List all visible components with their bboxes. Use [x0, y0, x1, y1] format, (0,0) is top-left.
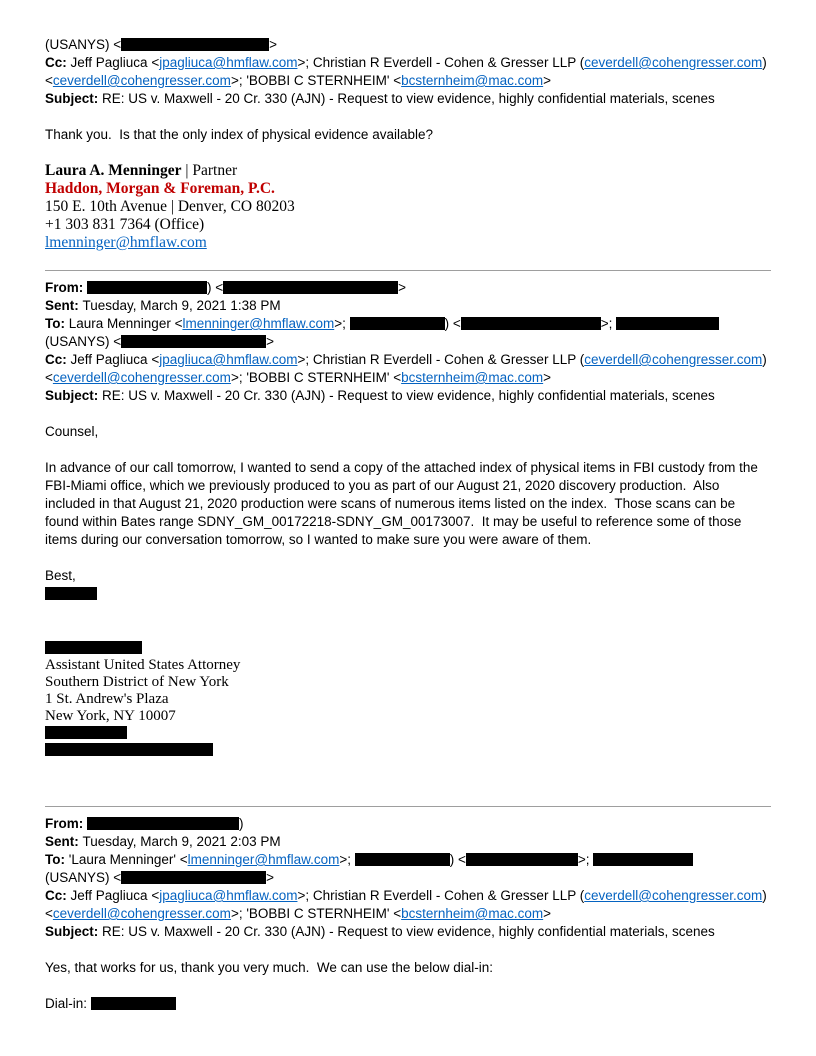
- email-link[interactable]: jpagliuca@hmflaw.com: [159, 888, 298, 903]
- signature-block: [45, 657, 771, 759]
- signature-name-line: [45, 162, 771, 180]
- text-segment: ) <: [444, 316, 461, 331]
- sent-line: [45, 833, 771, 851]
- redaction-bar: [121, 38, 269, 51]
- subject-label: Subject:: [45, 388, 103, 403]
- signature-email-line: [45, 234, 771, 252]
- spacer: [45, 144, 771, 162]
- redaction-bar: [121, 335, 266, 348]
- subject-line: [45, 90, 771, 108]
- email-link[interactable]: lmenninger@hmflaw.com: [187, 852, 340, 867]
- redacted-email-line: [45, 742, 771, 759]
- text-segment: >; Christian R Everdell - Cohen & Gresser LLP (: [297, 55, 585, 70]
- to-continuation-line: [45, 333, 771, 351]
- email-link[interactable]: lmenninger@hmflaw.com: [182, 316, 335, 331]
- text-segment: >; 'BOBBI C STERNHEIM' <: [230, 370, 402, 385]
- subject-text: RE: US v. Maxwell - 20 Cr. 330 (AJN) - Request to view evidence, highly confidential materials, scenes: [102, 91, 715, 106]
- redaction-bar: [45, 743, 213, 756]
- text-segment: Laura Menninger <: [68, 316, 183, 331]
- sent-label: Sent:: [45, 834, 83, 849]
- redaction-bar: [466, 853, 578, 866]
- text-segment: ) <: [207, 280, 224, 295]
- signature-name: Laura A. Menninger: [45, 162, 182, 179]
- text-segment: >; Christian R Everdell - Cohen & Gresser LLP (: [297, 352, 585, 367]
- redaction-bar: [350, 317, 445, 330]
- to-line: [45, 851, 771, 869]
- email-link[interactable]: jpagliuca@hmflaw.com: [159, 55, 298, 70]
- text-segment: ): [239, 816, 244, 831]
- email-body-text: Yes, that works for us, thank you very much. We can use the below dial-in:: [45, 960, 493, 975]
- from-line: [45, 279, 771, 297]
- spacer: [45, 441, 771, 459]
- subject-line: [45, 387, 771, 405]
- redacted-signoff-line: [45, 585, 771, 603]
- email-link[interactable]: ceverdell@cohengresser.com: [584, 352, 763, 367]
- spacer: [45, 603, 771, 639]
- redacted-name-line: [45, 639, 771, 657]
- text-segment: >: [266, 334, 275, 349]
- text-segment: >; 'BOBBI C STERNHEIM' <: [230, 906, 402, 921]
- email-link[interactable]: jpagliuca@hmflaw.com: [159, 352, 298, 367]
- email-2: [45, 279, 771, 759]
- email-body-text: Thank you. Is that the only index of physical evidence available?: [45, 127, 433, 142]
- email-link[interactable]: lmenninger@hmflaw.com: [45, 234, 207, 251]
- redaction-bar: [461, 317, 601, 330]
- text-segment: >: [543, 906, 552, 921]
- spacer: [45, 549, 771, 567]
- text-segment: ): [762, 352, 767, 367]
- email-divider: [45, 270, 771, 271]
- text-segment: >: [269, 37, 278, 52]
- cc-line-2: [45, 905, 771, 923]
- spacer: [45, 108, 771, 126]
- to-line: [45, 315, 771, 333]
- signature-title: Assistant United States Attorney: [45, 657, 241, 673]
- cc-line-1: [45, 351, 771, 369]
- signature-block: [45, 162, 771, 252]
- email-link[interactable]: ceverdell@cohengresser.com: [52, 370, 231, 385]
- text-segment: ) <: [449, 852, 466, 867]
- cc-label: Cc:: [45, 55, 71, 70]
- text-segment: >; Christian R Everdell - Cohen & Gresser LLP (: [297, 888, 585, 903]
- redacted-phone-line: [45, 725, 771, 742]
- text-segment: <: [45, 906, 53, 921]
- text-segment: (USANYS) <: [45, 334, 122, 349]
- text-segment: <: [45, 73, 53, 88]
- signature-role: | Partner: [181, 162, 238, 179]
- redaction-bar: [593, 853, 693, 866]
- sent-label: Sent:: [45, 298, 83, 313]
- redaction-bar: [223, 281, 398, 294]
- closing-text: Best,: [45, 568, 76, 583]
- email-1: [45, 36, 771, 252]
- sent-text: Tuesday, March 9, 2021 2:03 PM: [82, 834, 281, 849]
- from-line: [45, 815, 771, 833]
- salutation-text: Counsel,: [45, 424, 99, 439]
- text-segment: (USANYS) <: [45, 870, 122, 885]
- spacer: [45, 405, 771, 423]
- text-segment: >; 'BOBBI C STERNHEIM' <: [230, 73, 402, 88]
- subject-label: Subject:: [45, 924, 103, 939]
- email-link[interactable]: bcsternheim@mac.com: [401, 73, 544, 88]
- text-segment: Jeff Pagliuca <: [70, 888, 160, 903]
- from-label: From:: [45, 816, 87, 831]
- cc-line-2: [45, 72, 771, 90]
- email-link[interactable]: ceverdell@cohengresser.com: [52, 906, 231, 921]
- redaction-bar: [91, 997, 176, 1010]
- to-continuation-line: [45, 36, 771, 54]
- text-segment: >;: [334, 316, 350, 331]
- text-segment: >;: [600, 316, 617, 331]
- dialin-label: Dial-in:: [45, 996, 91, 1011]
- text-segment: ): [762, 55, 767, 70]
- redaction-bar: [121, 871, 266, 884]
- to-continuation-line: [45, 869, 771, 887]
- redaction-bar: [45, 726, 127, 739]
- subject-text: RE: US v. Maxwell - 20 Cr. 330 (AJN) - Request to view evidence, highly confidential materials, scenes: [102, 924, 715, 939]
- text-segment: Jeff Pagliuca <: [70, 55, 160, 70]
- redaction-bar: [355, 853, 450, 866]
- text-segment: ): [762, 888, 767, 903]
- text-segment: >;: [339, 852, 355, 867]
- redaction-bar: [87, 817, 239, 830]
- cc-line-1: [45, 887, 771, 905]
- email-link[interactable]: ceverdell@cohengresser.com: [584, 55, 763, 70]
- redaction-bar: [616, 317, 719, 330]
- redaction-bar: [45, 587, 97, 600]
- signature-phone: +1 303 831 7364 (Office): [45, 216, 205, 233]
- spacer: [45, 941, 771, 959]
- signature-org: Southern District of New York: [45, 674, 229, 690]
- sent-text: Tuesday, March 9, 2021 1:38 PM: [82, 298, 281, 313]
- text-segment: >: [543, 370, 552, 385]
- email-3: [45, 815, 771, 1013]
- email-link[interactable]: bcsternheim@mac.com: [401, 906, 544, 921]
- dialin-line: [45, 995, 771, 1013]
- cc-line-1: [45, 54, 771, 72]
- text-segment: >: [266, 870, 275, 885]
- text-segment: 'Laura Menninger' <: [68, 852, 188, 867]
- to-label: To:: [45, 316, 69, 331]
- redaction-bar: [45, 641, 142, 654]
- from-label: From:: [45, 280, 87, 295]
- signature-address: 150 E. 10th Avenue | Denver, CO 80203: [45, 198, 295, 215]
- text-segment: (USANYS) <: [45, 37, 122, 52]
- signature-address-1: 1 St. Andrew's Plaza: [45, 691, 169, 707]
- cc-label: Cc:: [45, 352, 71, 367]
- text-segment: >;: [577, 852, 594, 867]
- to-label: To:: [45, 852, 69, 867]
- email-link[interactable]: bcsternheim@mac.com: [401, 370, 544, 385]
- email-body-paragraph: In advance of our call tomorrow, I wanted to send a copy of the attached index of physical items in FBI custody from the FBI-Miami office, which we previously produced to you as part of our August 21, 2020 discovery production. Also included in that August 21, 2020 production were scans of numerous items listed on the index. Those scans can be found within Bates range SDNY_GM_00172218-SDNY_GM_00173007. It may be useful to reference some of those items during our conversation tomorrow, so I wanted to make sure you were aware of them.: [45, 460, 762, 547]
- sent-line: [45, 297, 771, 315]
- text-segment: <: [45, 370, 53, 385]
- subject-line: [45, 923, 771, 941]
- cc-line-2: [45, 369, 771, 387]
- text-segment: >: [398, 280, 407, 295]
- signature-address-2: New York, NY 10007: [45, 708, 176, 724]
- email-link[interactable]: ceverdell@cohengresser.com: [584, 888, 763, 903]
- text-segment: >: [543, 73, 552, 88]
- email-link[interactable]: ceverdell@cohengresser.com: [52, 73, 231, 88]
- text-segment: Jeff Pagliuca <: [70, 352, 160, 367]
- redaction-bar: [87, 281, 207, 294]
- subject-label: Subject:: [45, 91, 103, 106]
- subject-text: RE: US v. Maxwell - 20 Cr. 330 (AJN) - Request to view evidence, highly confidential materials, scenes: [102, 388, 715, 403]
- email-divider: [45, 806, 771, 807]
- cc-label: Cc:: [45, 888, 71, 903]
- signature-firm: Haddon, Morgan & Foreman, P.C.: [45, 180, 275, 197]
- spacer: [45, 977, 771, 995]
